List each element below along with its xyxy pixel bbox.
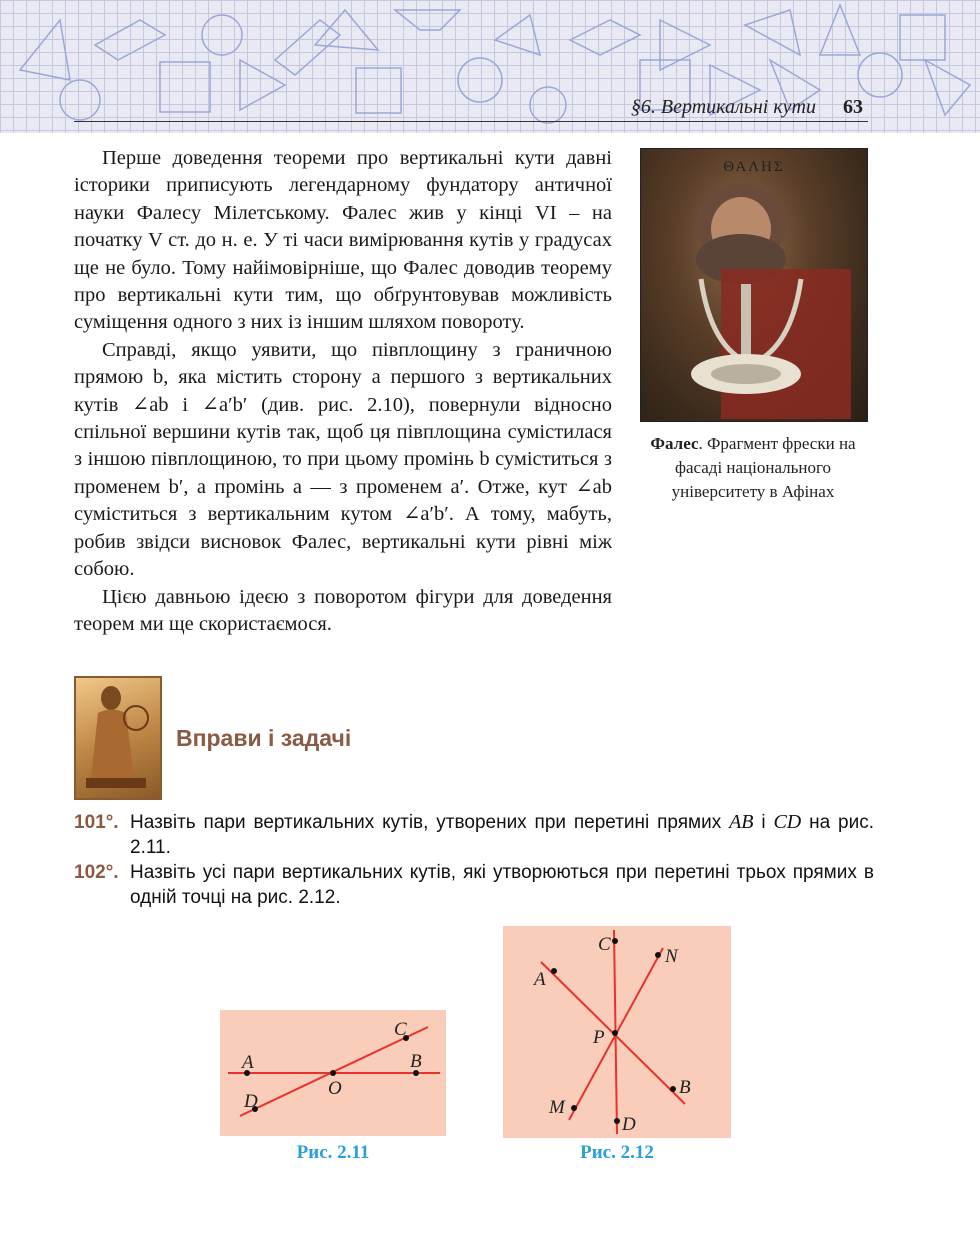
point-b xyxy=(670,1086,676,1092)
label-n: N xyxy=(665,946,678,967)
label-b: B xyxy=(410,1051,422,1072)
paragraph-2: Справді, якщо уявити, що півплощину з граничною прямою b, яка містить сторону a першого з вертикальних кутів ∠ab і ∠a′b′ (див. рис. 2.10), повернули відносно спільної вершини кутів так, щоб ця півплощина сумістилася з іншою півплощиною, то при цьому промінь b суміститься з променем b′, а промінь a — з променем a′. Отже, кут ∠ab суміститься з вертикальним кутом ∠a′b′. А тому, мабуть, робив звідси висновок Фалес, вертикальні кути рівні між собою. xyxy=(74,338,612,581)
page-number: 63 xyxy=(843,96,863,118)
emblem-drawing xyxy=(76,678,156,794)
section-title: Вправи і задачі xyxy=(176,725,352,751)
label-a: A xyxy=(242,1052,254,1073)
fresco-caption xyxy=(640,432,866,504)
main-text xyxy=(74,145,612,638)
task-text: Назвіть усі пари вертикальних кутів, які утворюються при перетині трьох прямих в одній точці на рис. 2.12. xyxy=(130,862,874,908)
figure-2-12 xyxy=(503,926,731,1138)
label-p: P xyxy=(593,1027,605,1048)
point-o xyxy=(330,1070,336,1076)
label-b: B xyxy=(679,1077,691,1098)
label-d: D xyxy=(622,1114,636,1135)
fresco-inscription: ΘΑΛΗΣ xyxy=(723,159,785,175)
figure-2-12-caption: Рис. 2.12 xyxy=(580,1142,654,1163)
figure-2-11-caption: Рис. 2.11 xyxy=(296,1142,370,1163)
task-number: 101°. xyxy=(74,812,119,833)
geometric-shapes-decoration xyxy=(0,0,980,133)
label-c: C xyxy=(598,934,611,955)
header-rule xyxy=(74,121,868,122)
task-number: 102°. xyxy=(74,862,119,883)
point-c xyxy=(612,938,618,944)
point-a xyxy=(551,968,557,974)
fresco-drawing xyxy=(641,149,867,421)
figure-2-12-drawing xyxy=(503,926,731,1138)
label-d: D xyxy=(244,1091,258,1112)
label-m: M xyxy=(549,1097,565,1118)
section-emblem-image xyxy=(74,676,162,800)
running-title: §6. Вертикальні кути xyxy=(630,96,816,118)
task-text: Назвіть пари вертикальних кутів, утворених при перетині прямих AB і CD на рис. 2.11. xyxy=(130,811,875,858)
point-m xyxy=(571,1105,577,1111)
fresco-caption-text: . Фрагмент фрески на фасаді національного університету в Афінах xyxy=(671,434,856,501)
paragraph-1: Перше доведення теореми про вертикальні кути давні історики приписують легендарному фундатору античної науки Фалесу Мілетському. Фалес жив у кінці VI – на початку V ст. до н. е. У ті часи вимірювання кутів у градусах ще не було. Тому найімовірніше, що Фалес доводив теорему про вертикальні кути тим, що обґрунтовував можливість суміщення одного з них із іншим шляхом повороту. xyxy=(74,147,612,334)
figure-2-11 xyxy=(220,1010,446,1136)
point-p xyxy=(612,1030,618,1036)
fresco-caption-name: Фалес xyxy=(650,434,699,453)
label-o: O xyxy=(328,1078,342,1099)
label-a: A xyxy=(534,969,546,990)
task-102 xyxy=(74,860,874,910)
paragraph-3: Цією давньою ідеєю з поворотом фігури для доведення теорем ми ще скористаємося. xyxy=(74,585,612,635)
task-101 xyxy=(74,810,874,860)
point-n xyxy=(655,952,661,958)
label-c: C xyxy=(394,1019,407,1040)
page-header-band xyxy=(0,0,980,133)
point-d xyxy=(614,1118,620,1124)
figure-2-11-drawing xyxy=(220,1010,446,1136)
thales-fresco-image xyxy=(640,148,868,422)
